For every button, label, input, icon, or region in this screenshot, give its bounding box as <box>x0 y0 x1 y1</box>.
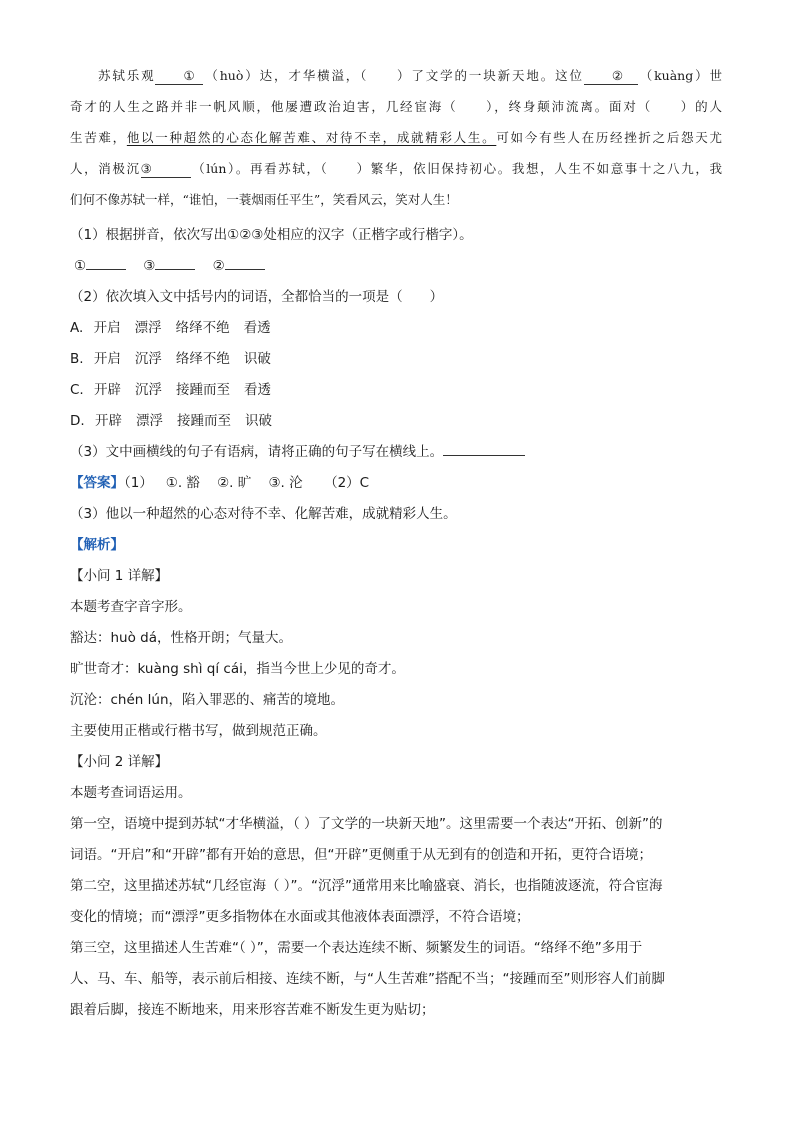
option-letter: D. <box>70 413 85 429</box>
analysis-text: 豁达：huò dá，性格开朗；气量大。 <box>70 630 293 646</box>
analysis-text: 变化的情境；而“漂浮”更多指物体在水面或其他液体表面漂浮，不符合语境； <box>70 909 530 925</box>
answer-line[interactable] <box>443 441 525 456</box>
passage-line <box>70 153 722 184</box>
blank-3: ③ <box>141 161 191 178</box>
option-word: 识破 <box>243 351 271 367</box>
analysis-text: 主要使用正楷或行楷书写，做到规范正确。 <box>70 723 327 739</box>
analysis-text: 第二空，这里描述苏轼“几经宦海（ ）”。“沉浮”通常用来比喻盛衰、消长，也指随波逐流，符合宦海 <box>70 878 663 894</box>
analysis-text: 本题考查词语运用。 <box>70 785 192 801</box>
option-b <box>70 344 730 375</box>
passage-text: 生苦难， <box>70 130 127 145</box>
option-word: 看透 <box>244 382 272 398</box>
answer-part: （2）C <box>324 475 370 491</box>
option-a <box>70 313 730 344</box>
blank-label: ① <box>74 258 87 274</box>
question-3 <box>70 437 730 468</box>
passage-text: 人，消极沉 <box>70 161 141 176</box>
option-word: 开辟 <box>94 413 122 429</box>
option-word: 接踵而至 <box>176 413 231 429</box>
analysis-text: 跟着后脚，接连不断地来，用来形容苦难不断发生更为贴切； <box>70 1002 435 1018</box>
option-word: 开启 <box>93 351 121 367</box>
option-word: 漂浮 <box>134 320 162 336</box>
answer-item: ③. 沦 <box>268 475 303 491</box>
passage-text: （lún）。再看苏轼，（ ）繁华，依旧保持初心。我想，人生不如意事十之八九，我 <box>190 161 722 176</box>
option-word: 络绎不绝 <box>175 320 230 336</box>
analysis-text: 人、马、车、船等，表示前后相接、连续不断，与“人生苦难”搭配不当；“接踵而至”则形容人们前脚 <box>70 971 665 987</box>
blank-label: ③ <box>143 258 156 274</box>
option-word: 接踵而至 <box>176 382 231 398</box>
option-d <box>70 406 730 437</box>
option-c <box>70 375 730 406</box>
answer-item: ②. 旷 <box>217 475 252 491</box>
analysis-text: 词语。“开启”和“开辟”都有开始的意思，但“开辟”更侧重于从无到有的创造和开拓，更符合语境； <box>70 847 652 863</box>
blank-2: ② <box>584 68 638 85</box>
analysis-text: 旷世奇才：kuàng shì qí cái，指当今世上少见的奇才。 <box>70 661 405 677</box>
option-word: 络绎不绝 <box>175 351 230 367</box>
question-3-text: （3）文中画横线的句子有语病，请将正确的句子写在横线上。 <box>70 444 444 460</box>
answer-blank[interactable] <box>86 255 126 270</box>
subquestion-2-heading: 【小问 2 详解】 <box>70 754 169 770</box>
option-word: 看透 <box>243 320 271 336</box>
option-word: 漂浮 <box>135 413 163 429</box>
question-2: （2）依次填入文中括号内的词语，全都恰当的一项是（ ） <box>70 289 444 305</box>
answer-line-1 <box>70 468 730 499</box>
option-letter: C. <box>70 382 84 398</box>
answer-item: ①. 豁 <box>165 475 200 491</box>
question-1: （1）根据拼音，依次写出①②③处相应的汉字（正楷字或行楷字）。 <box>70 227 473 243</box>
passage-line: 们何不像苏轼一样，“谁怕，一蓑烟雨任平生”，笑看风云，笑对人生！ <box>70 192 458 207</box>
reading-passage <box>70 60 722 215</box>
option-letter: B. <box>70 351 84 367</box>
passage-line: 奇才的人生之路并非一帆风顺，他屡遭政治迫害，几经宦海（ ），终身颠沛流离。面对（ ）的人 <box>70 99 722 114</box>
passage-line <box>70 122 722 153</box>
answer-tag: 【答案】 <box>70 475 124 491</box>
passage-text: 可如今有些人在历经挫折之后怨天尤 <box>496 130 722 145</box>
underlined-sentence: 他以一种超然的心态化解苦难、对待不幸，成就精彩人生。 <box>126 130 497 145</box>
option-letter: A. <box>70 320 84 336</box>
option-word: 开启 <box>93 320 121 336</box>
passage-text: （kuàng）世 <box>637 68 722 83</box>
blank-label: ② <box>212 258 225 274</box>
analysis-text: 第一空，语境中提到苏轼“才华横溢，（ ）了文学的一块新天地”。这里需要一个表达“开拓、创新”的 <box>70 816 663 832</box>
option-word: 沉浮 <box>135 382 163 398</box>
answer-blank[interactable] <box>225 255 265 270</box>
subquestion-1-heading: 【小问 1 详解】 <box>70 568 169 584</box>
answer-part: （1） <box>124 475 153 491</box>
analysis-text: 沉沦：chén lún，陷入罪恶的、痛苦的境地。 <box>70 692 344 708</box>
answer-line-2: （3）他以一种超然的心态对待不幸、化解苦难，成就精彩人生。 <box>70 506 457 522</box>
option-word: 开辟 <box>94 382 122 398</box>
question-section <box>70 220 730 1026</box>
answer-blank[interactable] <box>155 255 195 270</box>
option-word: 沉浮 <box>134 351 162 367</box>
analysis-text: 本题考查字音字形。 <box>70 599 192 615</box>
analysis-text: 第三空，这里描述人生苦难“（ ）”，需要一个表达连续不断、频繁发生的词语。“络绎不绝”多用于 <box>70 940 643 956</box>
analysis-tag: 【解析】 <box>70 537 124 553</box>
passage-text: 苏轼乐观 <box>98 68 156 83</box>
passage-line <box>70 60 722 91</box>
option-word: 识破 <box>244 413 272 429</box>
blank-1: ① <box>155 68 203 85</box>
question-1-blanks <box>70 251 730 282</box>
passage-text: （huò）达，才华横溢，（ ）了文学的一块新天地。这位 <box>203 68 584 83</box>
